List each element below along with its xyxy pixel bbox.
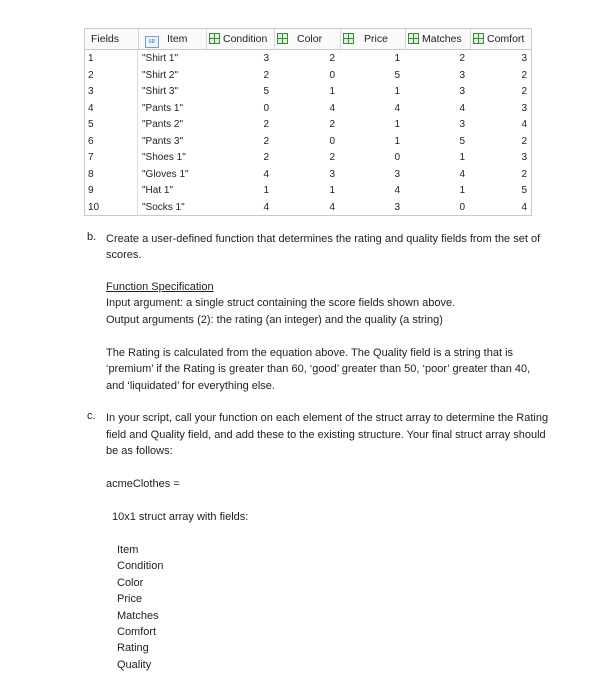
header-price[interactable]: Price bbox=[343, 29, 407, 49]
field-name: Color bbox=[117, 577, 144, 589]
table-row bbox=[85, 182, 531, 199]
matches-cell[interactable]: 3 bbox=[459, 119, 465, 130]
item-cell[interactable]: "Hat 1" bbox=[142, 185, 174, 196]
numeric-grid-icon bbox=[408, 33, 419, 44]
row-index: 5 bbox=[85, 116, 138, 133]
matches-cell[interactable]: 4 bbox=[459, 168, 465, 180]
table-row bbox=[85, 83, 531, 100]
field-name: Rating bbox=[117, 642, 149, 654]
item-cell[interactable]: "Shoes 1" bbox=[142, 152, 186, 163]
item-cell[interactable]: "Pants 1" bbox=[142, 102, 184, 114]
comfort-cell[interactable]: 3 bbox=[521, 102, 527, 114]
matches-cell[interactable]: 4 bbox=[459, 102, 465, 114]
row-index: 4 bbox=[85, 100, 138, 117]
header-color[interactable]: Color bbox=[277, 29, 341, 49]
header-condition[interactable]: Condition bbox=[209, 29, 273, 49]
header-matches[interactable]: Matches bbox=[408, 29, 472, 49]
table-row bbox=[85, 116, 531, 133]
item-cell[interactable]: "Pants 3" bbox=[142, 135, 184, 147]
field-name: Quality bbox=[117, 659, 152, 671]
list-marker-b: b. bbox=[87, 231, 97, 243]
part-b-instruction-line-1: Create a user-defined function that determines the rating and quality fields from the set of bbox=[106, 233, 541, 245]
row-index: 2 bbox=[85, 67, 138, 84]
condition-cell[interactable]: 2 bbox=[263, 135, 269, 147]
part-b-instruction-line-2: scores. bbox=[106, 249, 142, 261]
condition-cell[interactable]: 4 bbox=[263, 201, 269, 213]
comfort-cell[interactable]: 2 bbox=[521, 86, 527, 97]
table-row bbox=[85, 149, 531, 166]
numeric-grid-icon bbox=[209, 33, 220, 44]
price-cell[interactable]: 1 bbox=[394, 119, 400, 130]
condition-cell[interactable]: 5 bbox=[263, 86, 269, 97]
item-cell[interactable]: "Shirt 1" bbox=[142, 53, 179, 64]
numeric-grid-icon bbox=[277, 33, 288, 44]
comfort-cell[interactable]: 2 bbox=[521, 69, 527, 81]
item-cell[interactable]: "Shirt 2" bbox=[142, 69, 179, 81]
color-cell[interactable]: 1 bbox=[329, 185, 335, 196]
comfort-cell[interactable]: 5 bbox=[521, 185, 527, 196]
price-cell[interactable]: 4 bbox=[394, 102, 400, 114]
condition-cell[interactable]: 0 bbox=[263, 102, 269, 114]
struct-array-description: 10x1 struct array with fields: bbox=[112, 511, 249, 523]
price-cell[interactable]: 1 bbox=[394, 86, 400, 97]
rating-description-line-3: and ‘liquidated’ for everything else. bbox=[106, 380, 275, 392]
rating-description-line-1: The Rating is calculated from the equation above. The Quality field is a string that is bbox=[106, 347, 514, 359]
comfort-cell[interactable]: 3 bbox=[521, 53, 527, 64]
color-cell[interactable]: 0 bbox=[329, 135, 335, 147]
field-name: Price bbox=[117, 593, 143, 605]
header-fields[interactable]: Fields bbox=[91, 33, 120, 45]
field-name: Matches bbox=[117, 610, 159, 622]
part-c-instruction-line-3: be as follows: bbox=[106, 445, 173, 457]
field-name: Item bbox=[117, 544, 139, 556]
matches-cell[interactable]: 0 bbox=[459, 201, 465, 213]
table-row bbox=[85, 166, 531, 183]
header-item[interactable]: str Item bbox=[145, 29, 209, 49]
condition-cell[interactable]: 2 bbox=[263, 119, 269, 130]
struct-assignment: acmeClothes = bbox=[106, 478, 180, 490]
price-cell[interactable]: 3 bbox=[394, 168, 400, 180]
struct-table bbox=[84, 28, 532, 216]
condition-cell[interactable]: 2 bbox=[263, 69, 269, 81]
item-cell[interactable]: "Pants 2" bbox=[142, 119, 184, 130]
condition-cell[interactable]: 3 bbox=[263, 53, 269, 64]
condition-cell[interactable]: 2 bbox=[263, 152, 269, 163]
price-cell[interactable]: 3 bbox=[394, 201, 400, 213]
item-cell[interactable]: "Socks 1" bbox=[142, 201, 185, 213]
matches-cell[interactable]: 2 bbox=[459, 53, 465, 64]
price-cell[interactable]: 0 bbox=[394, 152, 400, 163]
comfort-cell[interactable]: 4 bbox=[521, 201, 527, 213]
part-c-instruction-line-2: field and Quality field, and add these to the existing structure. Your final struct array should bbox=[106, 429, 546, 441]
list-marker-c: c. bbox=[87, 410, 96, 422]
row-index: 7 bbox=[85, 149, 138, 166]
table-row bbox=[85, 133, 531, 150]
item-cell[interactable]: "Gloves 1" bbox=[142, 168, 189, 180]
matches-cell[interactable]: 1 bbox=[459, 152, 465, 163]
header-comfort[interactable]: Comfort bbox=[473, 29, 533, 49]
rating-description-line-2: ‘premium’ if the Rating is greater than 60, ‘good’ greater than 50, ‘poor’ greater than 40, bbox=[106, 363, 531, 375]
row-index: 10 bbox=[85, 199, 138, 216]
color-cell[interactable]: 1 bbox=[329, 86, 335, 97]
table-header bbox=[85, 29, 531, 50]
table-row bbox=[85, 67, 531, 84]
color-cell[interactable]: 2 bbox=[329, 152, 335, 163]
row-index: 6 bbox=[85, 133, 138, 150]
numeric-grid-icon bbox=[473, 33, 484, 44]
row-index: 3 bbox=[85, 83, 138, 100]
price-cell[interactable]: 5 bbox=[394, 69, 400, 81]
color-cell[interactable]: 4 bbox=[329, 102, 335, 114]
table-row bbox=[85, 50, 531, 67]
table-row bbox=[85, 100, 531, 117]
color-cell[interactable]: 2 bbox=[329, 53, 335, 64]
field-name: Comfort bbox=[117, 626, 157, 638]
condition-cell[interactable]: 4 bbox=[263, 168, 269, 180]
matches-cell[interactable]: 1 bbox=[459, 185, 465, 196]
row-index: 1 bbox=[85, 50, 138, 67]
spec-input-argument: Input argument: a single struct containing the score fields shown above. bbox=[106, 297, 456, 309]
color-cell[interactable]: 4 bbox=[329, 201, 335, 213]
function-spec-heading: Function Specification bbox=[106, 281, 214, 293]
numeric-grid-icon bbox=[343, 33, 354, 44]
comfort-cell[interactable]: 3 bbox=[521, 152, 527, 163]
condition-cell[interactable]: 1 bbox=[263, 185, 269, 196]
comfort-cell[interactable]: 2 bbox=[521, 135, 527, 147]
field-name: Condition bbox=[117, 560, 164, 572]
comfort-cell[interactable]: 4 bbox=[521, 119, 527, 130]
table-row bbox=[85, 199, 531, 216]
price-cell[interactable]: 4 bbox=[394, 185, 400, 196]
spec-output-arguments: Output arguments (2): the rating (an integer) and the quality (a string) bbox=[106, 314, 443, 326]
row-index: 8 bbox=[85, 166, 138, 183]
matches-cell[interactable]: 3 bbox=[459, 69, 465, 81]
item-cell[interactable]: "Shirt 3" bbox=[142, 86, 179, 97]
color-cell[interactable]: 3 bbox=[329, 168, 335, 180]
color-cell[interactable]: 2 bbox=[329, 119, 335, 130]
price-cell[interactable]: 1 bbox=[394, 135, 400, 147]
row-index: 9 bbox=[85, 182, 138, 199]
matches-cell[interactable]: 3 bbox=[459, 86, 465, 97]
comfort-cell[interactable]: 2 bbox=[521, 168, 527, 180]
color-cell[interactable]: 0 bbox=[329, 69, 335, 81]
matches-cell[interactable]: 5 bbox=[459, 135, 465, 147]
price-cell[interactable]: 1 bbox=[394, 53, 400, 64]
part-c-instruction-line-1: In your script, call your function on each element of the struct array to determine the Rating bbox=[106, 412, 549, 424]
string-type-icon: str bbox=[145, 36, 159, 48]
